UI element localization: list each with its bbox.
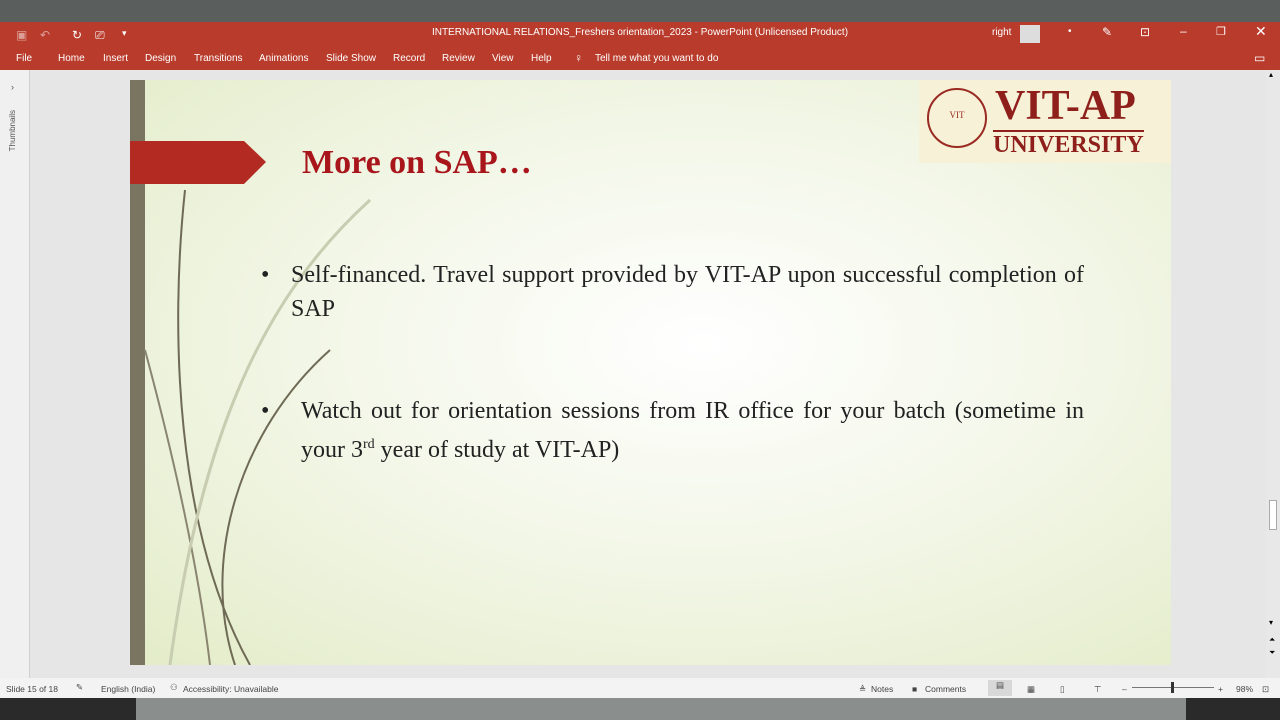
- notes-icon: ≜: [859, 684, 867, 694]
- title-arrow-shape: [130, 141, 266, 184]
- status-bar: [0, 678, 1280, 698]
- lightbulb-icon: ♀: [574, 51, 583, 65]
- save-icon[interactable]: ▣: [16, 28, 28, 42]
- tab-view[interactable]: View: [492, 53, 514, 64]
- spellcheck-icon[interactable]: ✎: [76, 682, 84, 692]
- expand-chevron-icon[interactable]: ›: [11, 82, 14, 92]
- zoom-out-icon[interactable]: –: [1122, 684, 1127, 694]
- zoom-slider-thumb[interactable]: [1171, 682, 1174, 693]
- bullet-item: [261, 394, 1084, 467]
- tab-transitions[interactable]: Transitions: [194, 53, 243, 64]
- ribbon-display-icon[interactable]: ⊡: [1140, 25, 1151, 39]
- minimize-icon[interactable]: –: [1180, 24, 1187, 38]
- normal-view-icon[interactable]: ▤: [988, 680, 1012, 696]
- scroll-up-icon[interactable]: ▴: [1269, 70, 1274, 79]
- notes-button[interactable]: Notes: [871, 684, 894, 694]
- vertical-scrollbar[interactable]: [1266, 70, 1280, 678]
- accessibility-status[interactable]: Accessibility: Unavailable: [183, 684, 279, 694]
- slide-title: More on SAP…: [302, 144, 532, 181]
- superscript: rd: [363, 437, 375, 452]
- ribbon-tabs: [0, 48, 1280, 70]
- tab-home[interactable]: Home: [58, 53, 85, 64]
- previous-slide-icon[interactable]: ⏶: [1269, 635, 1276, 644]
- bullet-icon: •: [261, 262, 270, 288]
- slide-canvas[interactable]: [130, 80, 1171, 665]
- slide-sorter-icon[interactable]: ▦: [1027, 684, 1036, 694]
- undo-icon[interactable]: ↶: [40, 28, 51, 42]
- bullet-item: [261, 258, 1084, 326]
- tab-file[interactable]: File: [16, 53, 33, 64]
- slide-counter: Slide 15 of 18: [6, 684, 58, 694]
- title-bar: [0, 22, 1280, 48]
- user-name[interactable]: right: [992, 27, 1012, 38]
- pen-icon[interactable]: ✎: [1102, 25, 1113, 39]
- accessibility-icon: ⚇: [170, 682, 178, 692]
- slideshow-icon[interactable]: ⊤: [1094, 684, 1102, 694]
- tell-me-input[interactable]: Tell me what you want to do: [595, 53, 719, 64]
- logo-line2: UNIVERSITY: [993, 132, 1144, 158]
- zoom-in-icon[interactable]: +: [1218, 684, 1223, 694]
- tab-record[interactable]: Record: [393, 53, 426, 64]
- next-slide-icon[interactable]: ⏷: [1269, 648, 1276, 657]
- bullet-text: Watch out for orientation sessions from IR office for your batch (sometime in your 3: [301, 398, 1084, 463]
- tab-review[interactable]: Review: [442, 53, 475, 64]
- tab-slide-show[interactable]: Slide Show: [326, 53, 377, 64]
- customize-qat-icon[interactable]: ▾: [122, 28, 127, 38]
- dot-icon: •: [1068, 26, 1072, 37]
- university-logo: [919, 80, 1171, 163]
- restore-icon[interactable]: ❐: [1216, 26, 1226, 38]
- scroll-down-icon[interactable]: ▾: [1269, 618, 1274, 627]
- tab-animations[interactable]: Animations: [259, 53, 309, 64]
- bullet-text: Self-financed. Travel support provided by VIT-AP upon successful completion of SAP: [291, 262, 1084, 322]
- logo-line1: VIT-AP: [995, 83, 1136, 129]
- thumbnails-label: Thumbnails: [8, 110, 17, 152]
- university-seal: VIT: [927, 88, 987, 148]
- comments-status-icon: ■: [912, 684, 918, 694]
- close-icon[interactable]: ✕: [1255, 23, 1267, 39]
- zoom-level[interactable]: 98%: [1236, 684, 1254, 694]
- desktop-strip: [0, 0, 1280, 22]
- reading-view-icon[interactable]: ▯: [1060, 684, 1065, 694]
- tab-help[interactable]: Help: [531, 53, 552, 64]
- taskbar-background: [0, 698, 1280, 720]
- fit-to-window-icon[interactable]: ⊡: [1262, 684, 1270, 694]
- thumbnails-pane[interactable]: [0, 70, 30, 678]
- present-icon[interactable]: ⎚: [95, 28, 105, 42]
- bullet-text-end: year of study at VIT-AP): [374, 437, 620, 463]
- tab-design[interactable]: Design: [145, 53, 177, 64]
- tab-insert[interactable]: Insert: [103, 53, 129, 64]
- comments-icon[interactable]: ▭: [1254, 51, 1266, 65]
- scroll-thumb[interactable]: [1269, 500, 1277, 530]
- window-title: INTERNATIONAL RELATIONS_Freshers orientation_2023 - PowerPoint (Unlicensed Product): [431, 27, 849, 38]
- bullet-icon: •: [261, 398, 270, 424]
- avatar[interactable]: [1020, 25, 1040, 43]
- redo-icon[interactable]: ↻: [72, 28, 83, 42]
- comments-button[interactable]: Comments: [925, 684, 967, 694]
- language[interactable]: English (India): [101, 684, 156, 694]
